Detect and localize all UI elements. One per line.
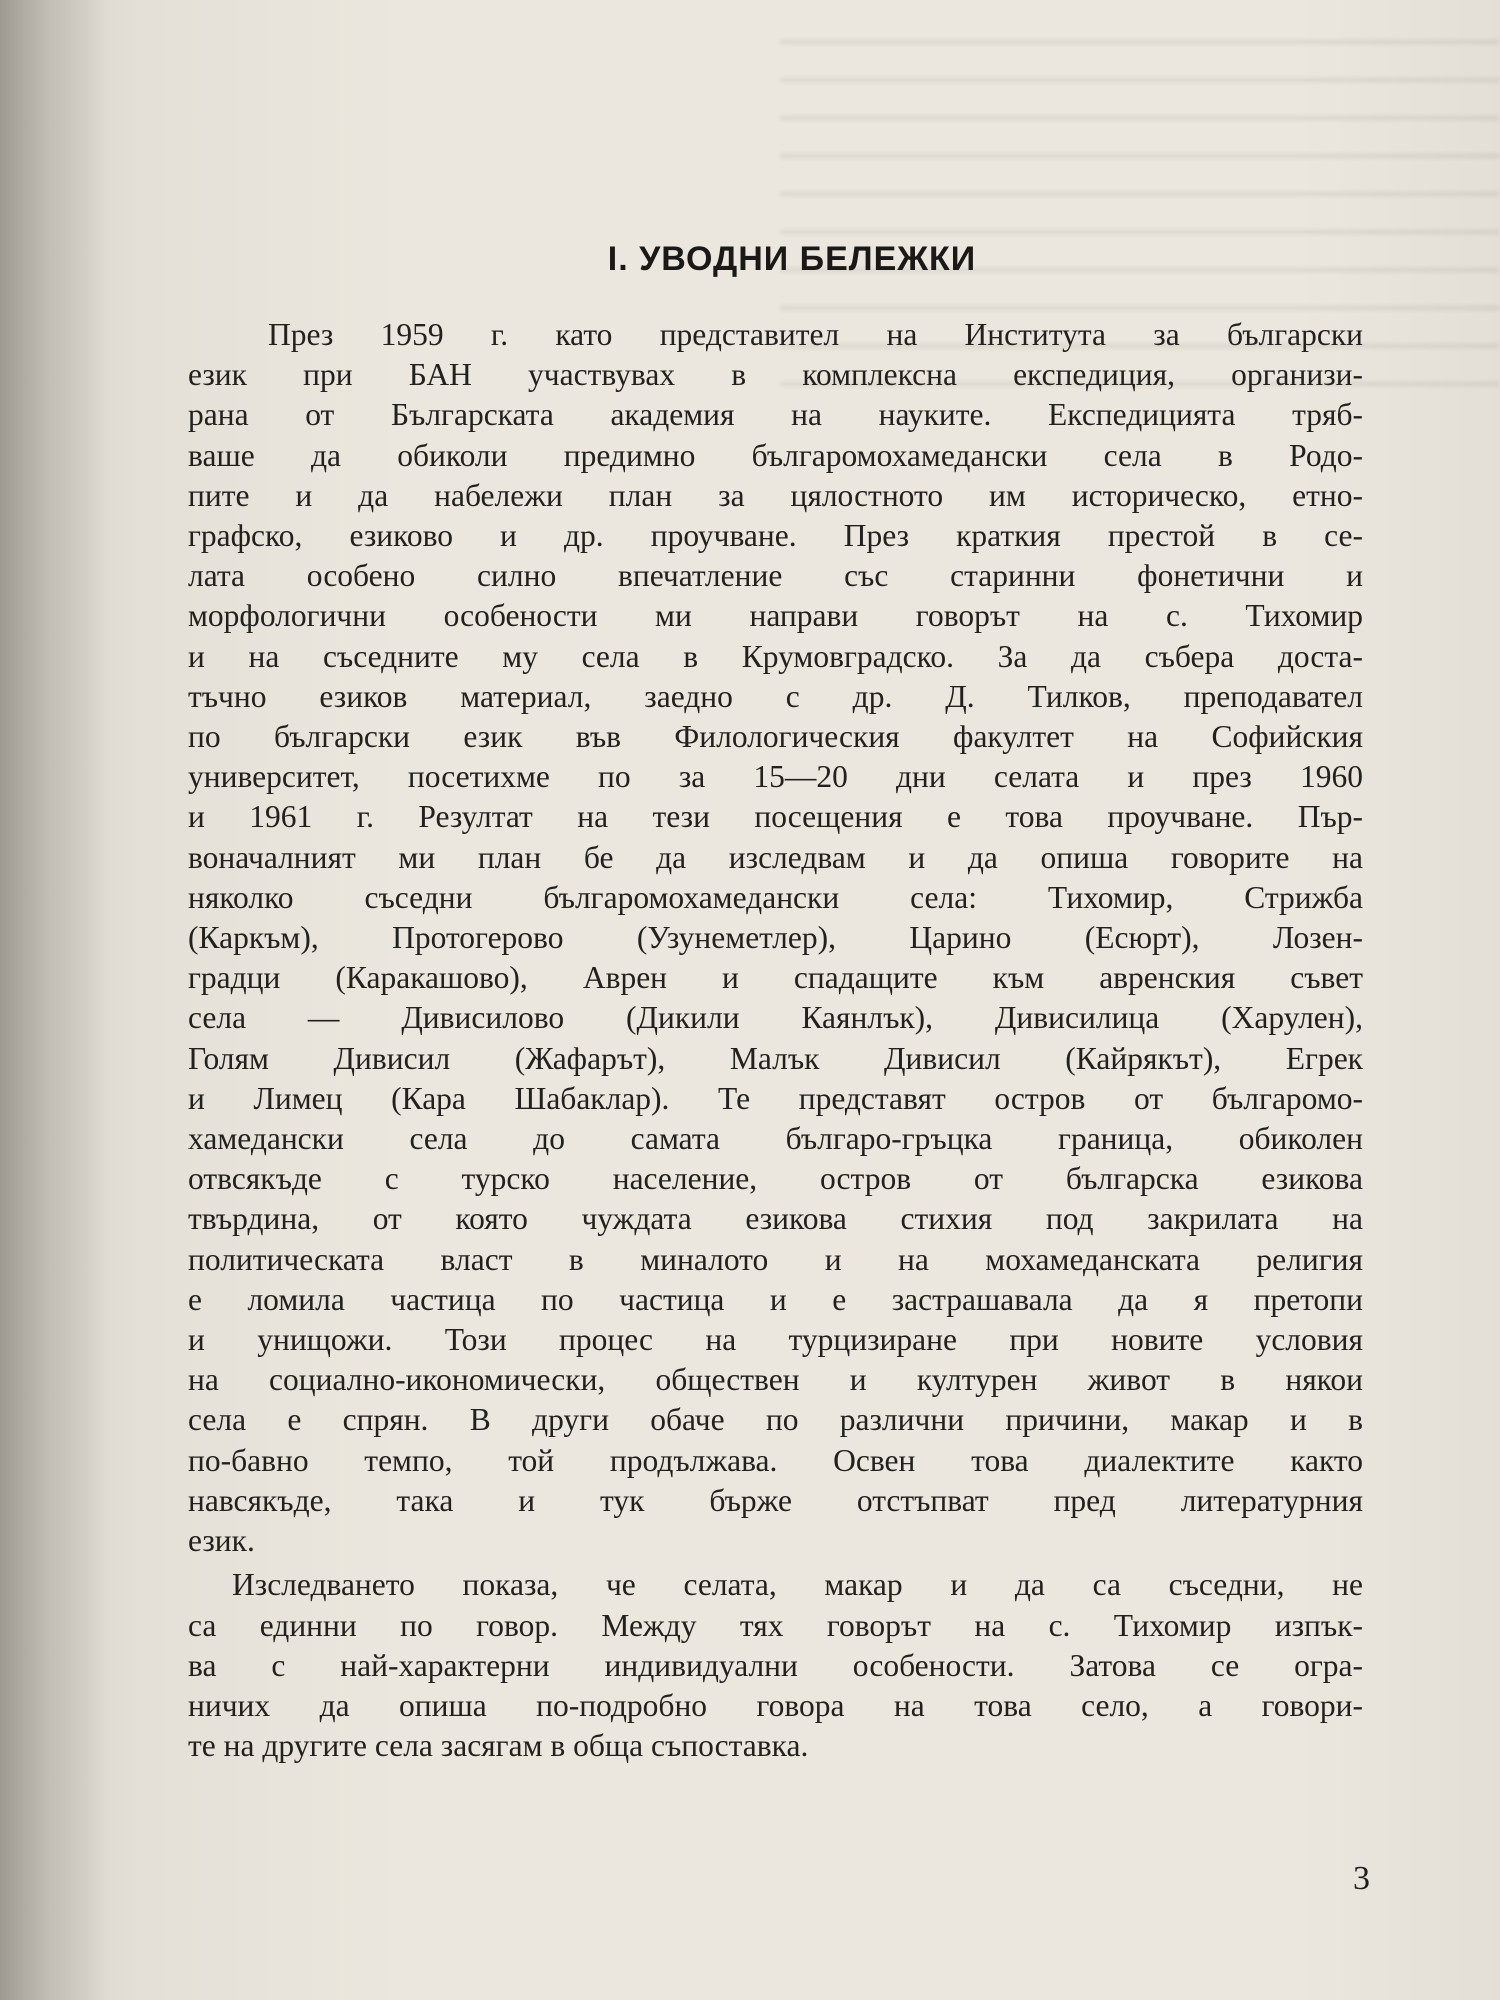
paragraph-1 <box>188 315 1363 1561</box>
text-line: са единни по говор. Между тях говорът на с. Тихомир изпък- <box>188 1607 1363 1643</box>
text-line: университет, посетихме по за 15—20 дни селата и през 1960 <box>188 759 1363 795</box>
text-line: (Каркъм), Протогерово (Узунеметлер), Царино (Есюрт), Лозен- <box>188 920 1363 956</box>
text-line: и унищожи. Този процес на турцизиране при новите условия <box>188 1322 1363 1358</box>
text-line: Изследването показа, че селата, макар и да са съседни, не <box>232 1567 1363 1603</box>
text-line: През 1959 г. като представител на Института за български <box>268 317 1363 352</box>
text-line: ваше да обиколи предимно българомохамедански села в Родо- <box>188 437 1363 473</box>
text-line: политическата власт в миналото и на мохамеданската религия <box>188 1241 1363 1277</box>
text-line: хамедански села до самата българо-гръцка граница, обиколен <box>188 1121 1363 1157</box>
text-line: отвсякъде с турско население, остров от българска езикова <box>188 1161 1363 1197</box>
section-heading: I. УВОДНИ БЕЛЕЖКИ <box>607 240 977 278</box>
text-line: език. <box>188 1523 255 1559</box>
text-line: език при БАН участвувах в комплексна експедиция, организи- <box>188 357 1363 393</box>
text-line: пите и да набележи план за цялостното им историческо, етно- <box>188 477 1363 513</box>
page-number: 3 <box>1353 1860 1370 1897</box>
text-line: и Лимец (Кара Шабаклар). Те представят остров от българомо- <box>188 1080 1363 1116</box>
text-line: по-бавно темпо, той продължава. Освен това диалектите както <box>188 1442 1363 1478</box>
text-line: тъчно езиков материал, заедно с др. Д. Тилков, преподавател <box>188 678 1363 714</box>
text-line: и на съседните му села в Крумовградско. За да събера доста- <box>188 638 1363 674</box>
text-line: няколко съседни българомохамедански села: Тихомир, Стрижба <box>188 879 1363 915</box>
text-line: Голям Дивисил (Жафарът), Малък Дивисил (Кайрякът), Егрек <box>188 1040 1363 1076</box>
text-line: твърдина, от която чуждата езикова стихия под закрилата на <box>188 1201 1363 1237</box>
text-line: морфологични особености ми направи говорът на с. Тихомир <box>188 598 1363 634</box>
text-line: рана от Българската академия на науките. Експедицията тряб- <box>188 397 1363 433</box>
text-line: графско, езиково и др. проучване. През краткия престой в се- <box>188 518 1363 554</box>
text-line: села е спрян. В други обаче по различни причини, макар и в <box>188 1402 1363 1438</box>
text-line: на социално-икономически, обществен и културен живот в някои <box>188 1362 1363 1398</box>
text-line: те на другите села засягам в обща съпоставка. <box>188 1728 809 1764</box>
text-line: ва с най-характерни индивидуални особености. Затова се огра- <box>188 1647 1363 1683</box>
text-line: лата особено силно впечатление със старинни фонетични и <box>188 558 1363 594</box>
text-line: и 1961 г. Резултат на тези посещения е това проучване. Пър- <box>188 799 1363 835</box>
text-line: по български език във Филологическия факултет на Софийския <box>188 719 1363 755</box>
text-line: навсякъде, така и тук бърже отстъпват пред литературния <box>188 1482 1363 1518</box>
text-line: е ломила частица по частица и е застрашавала да я претопи <box>188 1281 1363 1317</box>
paragraph-2 <box>188 1565 1363 1766</box>
text-line: градци (Каракашово), Аврен и спадащите към авренския съвет <box>188 960 1363 996</box>
text-line: воначалният ми план бе да изследвам и да опиша говорите на <box>188 839 1363 875</box>
text-line: села — Дивисилово (Дикили Каянлък), Дивисилица (Харулен), <box>188 1000 1363 1036</box>
text-line: ничих да опиша по-подробно говора на това село, а говори- <box>188 1687 1363 1723</box>
page-binding-shadow <box>0 0 105 2000</box>
body-text <box>188 315 1363 1766</box>
